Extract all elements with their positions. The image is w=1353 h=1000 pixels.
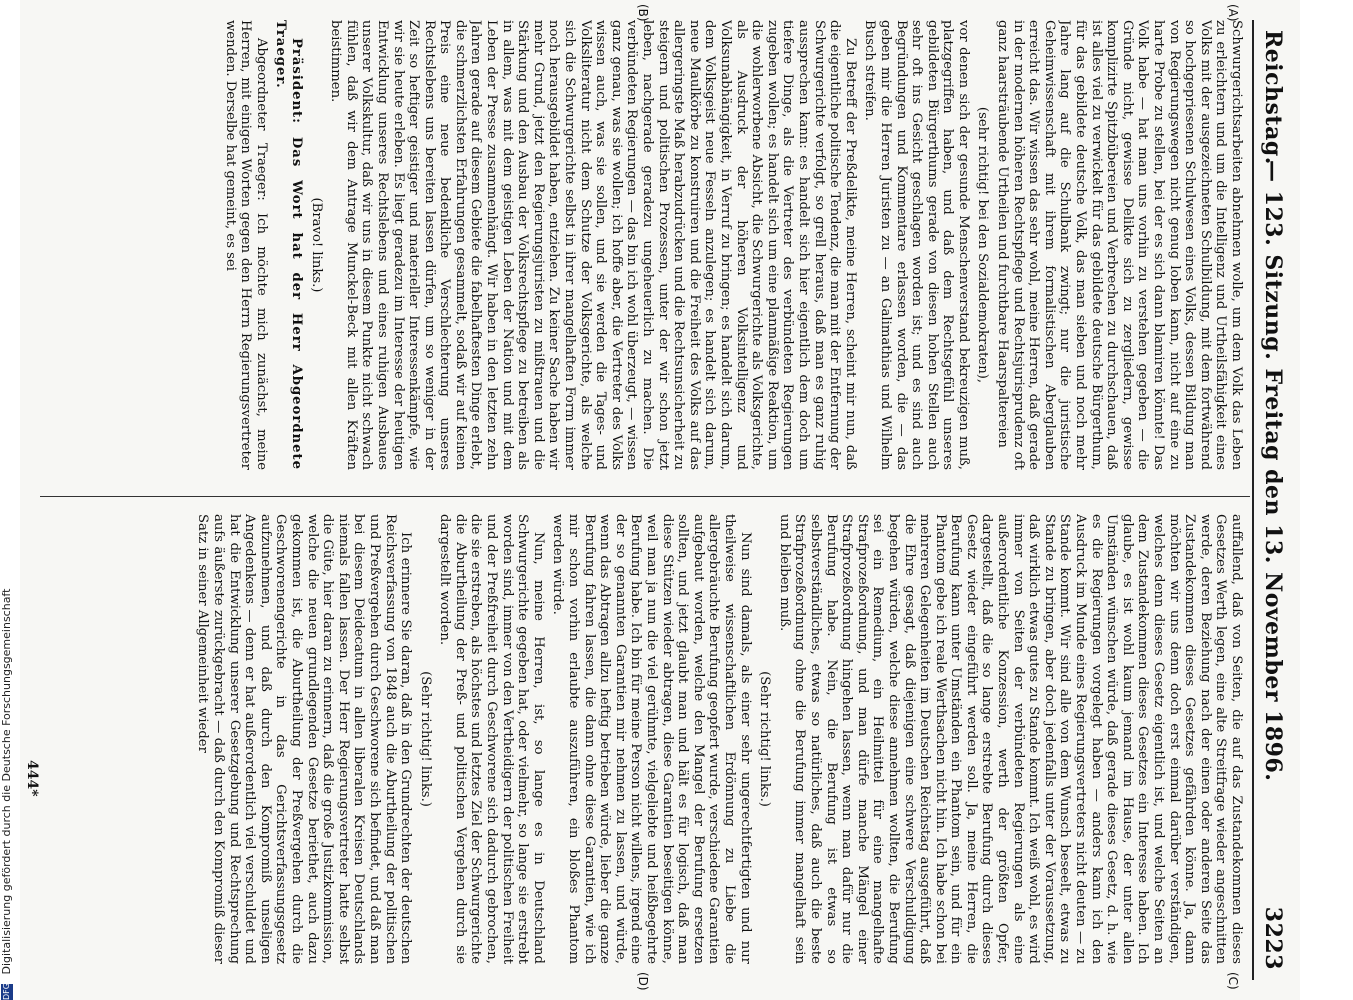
header-title: Reichstag. <box>1260 30 1286 165</box>
digitization-credit <box>0 100 18 1000</box>
interjection: (sehr richtig! bei den Sozialdemokraten), <box>975 106 991 384</box>
margin-marker-d: (D) <box>636 972 650 991</box>
digitization-credit-text: Digitalisierung gefördert durch die Deutsche Forschungsgemeinschaft <box>0 588 13 975</box>
left-column <box>44 20 1244 470</box>
margin-marker-a: (A) <box>1226 4 1240 22</box>
margin-marker-b: (B) <box>636 4 650 22</box>
paragraph: Zu Betreff der Preßdelikte, meine Herren, scheint mir nun, daß die eigentliche politische Tendenz, die man mit der Entfernung der Schwurgerichte verfolgt, so grell heraus, daß man es ganz ruhig aussprechen kann: es handelt sich hier eigentlich dem doch um tiefere Dinge, als die Vertreter des verbündeten Regierungen zugeben wollen; es handelt sich um eine planmäßige Reaktion, um die wohlerworbene Absicht, die Schwurgerichte als Volksgerichte, als Ausdruck der höheren Volksintelligenz und Volksunabhängigkeit, in Verruf zu bringen; es handelt sich darum, dem Volksgeist neue Fesseln anzulegen; es handelt sich darum, neue Maulkörbe zu konstruiren und die Freiheit des Volks auf das allergeringste Maß herabzudrücken und die Rechtsunsicherheit zu steigern und politischen Prozessen, unter der wir schon jetzt leben, nachgerade geradezu ungeheuerlich zu machen. Die verbündeten Regierungen — das bin ich wohl überzeugt, — wissen ganz genau, was sie wollen; ich hoffe aber, die Vertreter des Volks wissen auch, was sie sollen, und sie werden die Tages- und Volksliteratur nicht dem Schutze der Volksgerichte, als welche sich die Schwurgerichte selbst in ihrer mangelhaften Form immer noch herausgebildet haben, entziehen. Zu keiner Sache haben wir mehr Grund, jetzt den Regierungsjuristen zu mißtrauen und die Stärkung und den Ausbau der Volksrechtspflege zu betreiben als in allem, was mit dem geistigen Leben der Nation und mit dem Leben der Presse zusammenhängt. Wir haben in den letzten zehn Jahren gerade auf diesem Gebiete die fabelhaftesten Dinge erlebt, die schmerzlichsten Erfahrungen gesammelt, sodaß wir auf keinen Preis eine neue bedenkliche Verschlechterung unseres Rechtslebens uns bereiten lassen dürfen, um so weniger in der Zeit so heftiger geistiger und materieller Interessenkämpfe, wie wir sie heute erleben. Es liegt geradezu im Interesse der heutigen Entwicklung unseres Rechtslebens und eines ruhigen Ausbaues unserer Volkskultur, daß wir uns in diesem Punkte nicht schwach fühlen, daß wir dem Antrage Munckel-Beck mit allen Kräften beistimmen. <box>328 20 858 470</box>
column-divider <box>40 496 1250 497</box>
interjection: (Bravo! links.) <box>308 197 324 293</box>
margin-marker-c: (C) <box>1226 972 1240 990</box>
header-rule <box>1252 20 1254 980</box>
header-session: — 123. Sitzung. Freitag den 13. November 1896. <box>1260 160 1286 782</box>
speaker-line: Präsident: Das Wort hat der Herr Abgeordnete Traeger. <box>273 20 304 470</box>
interjection: (Sehr richtig! links.) <box>757 671 773 807</box>
paragraph: Abgeordneter Traeger: Ich möchte mich zunächst, meine Herren, mit einigen Worten gegen den Herrn Regierungsvertreter wenden. Derselbe hat gemeint, es sei <box>222 20 269 470</box>
paragraph: vor denen sich der gesunde Menschenverstand bekreuzigen muß, platzgegriffen haben, und daß dem Rechtsgefühl unseres gebildeten Bürgerthums gerade von diesen hohen Stellen auch sehr oft ins Gesicht geschlagen worden ist; und es sind auch Begründungen und Kommentare erlassen worden, die — das geben mir die Herren Juristen zu — an Galimathias und Wilhelm Busch streifen. <box>862 20 971 470</box>
interjection: (Sehr richtig! links.) <box>417 671 433 807</box>
right-column <box>44 514 1244 964</box>
signature-mark: 444* <box>24 760 40 797</box>
dfg-logo: DFG <box>2 983 11 1000</box>
paragraph: auffallend, daß von Seiten, die auf das Zustandekommen dieses Gesetzes Werth legen, eine alte Streitfrage wieder angeschnitten werde, deren Beziehung nach der einen oder anderen Seite das Zustandekommen dieses Gesetzes gefährden könne. Ja, dann möchten wir uns denn doch erst einmal darüber verständigen, welches denn dieses Gesetz eigentlich ist, und welche Seiten an dem Zustandekommen dieses Gesetzes ein Interesse haben. Ich glaube, es ist wohl kaum jemand im Hause, der unter allen Umständen wünschen würde, daß gerade dieses Gesetz, d. h. wie es die Regierungen vorgelegt haben — anders kann ich den Ausdruck im Munde eines Regierungsvertreters nicht deuten — zu Stande kommt. Wir sind alle von dem Wunsch beseelt, etwas zu Stande zu bringen, aber doch jedenfalls unter der Voraussetzung, daß wirklich etwas gutes zu Stande kommt. Ich weiß wohl, es wird immer von Seiten der verbündeten Regierungen als eine außerordentliche Konzession, werth der größten Opfer, dargestellt, daß die so lange erstrebte Berufung durch dieses Gesetz wieder eingeführt werden soll. Ja, meine Herren, die Berufung kann unter Umständen ein Phantom sein, und für ein Phantom gebe ich reale Werthsachen nicht hin. Ich habe schon bei mehreren Gelegenheiten im Deutschen Reichstag ausgeführt, daß die Ehre gesagt, daß diejenigen eine schwere Verschuldigung begehen würden, welche diese annehmen wollten, die Berufung sei ein Remedium, ein Heilmittel für eine mangelhafte Strafprozeßordnung, und man dürfe manche Mängel einer Strafprozeßordnung hingehen lassen, wenn man dafür nur die Berufung habe. Nein, die Berufung ist etwas so selbstverständliches, etwas so natürliches, daß auch die beste Strafprozeßordnung ohne die Berufung immer mangelhaft sein und bleiben muß. <box>776 514 1244 964</box>
paragraph: Ich erinnere Sie daran, daß in den Grundrechten der deutschen Reichsverfassung von 1848 auch die Aburtheilung der politischen und Preßvergehen durch Geschworene sich befindet, und daß man bei diesem Deidecatum in allen liberalen Kreisen Deutschlands niemals fallen lassen. Der Herr Regierungsvertreter hatte selbst die Güte, hier daran zu erinnern, daß die große Justizkommission, welche die neuen grundlegenden Gesetze beriethet, auch dazu gekommen ist, die Aburtheilung der Preßvergehen durch die Geschworenengerichte in das Gerichtsverfassungsgesetz aufzunehmen, und daß durch den Kompromiß unseligen Angedenkens — denn er hat außerordentlich viel verschuldet und hat die Entwicklung unserer Gesetzgebung und Rechtsprechung aufs äußerste zurückgebracht — daß durch den Kompromiß dieser Satz in seiner Allgemeinheit wieder <box>195 514 414 964</box>
paragraph: Nun sind damals, als einer sehr ungerechtfertigten und nur theilweise wissenschaftlichen Erdönnung zu Liebe die allergebräuchte Berufung geopfert wurde, verschiedene Garantien aufgebaut worden, welche den Mangel der Berufung ersetzen sollten, und jetzt glaubt man und hält es für logisch, daß man diese Stützen wieder abtragen, diese Garantien beseitigen könne, weil man ja nun die viel gerühmte, vielgeliebte und heißbegehrte Berufung habe. Ich bin für meine Person nicht willens, irgend eine der so genannten Garantien mir nehmen zu lassen, und würde, wenn das Abtragen allzu heftig betrieben würde, lieber die ganze Berufung fahren lassen, die dann ohne diese Garantien, wie ich mir schon vorhin erlaubte auszuführen, ein bloßes Phantom werden würde. <box>550 514 753 964</box>
paragraph: Nun, meine Herren, ist, so lange es in Deutschland Schwurgerichte gegeben hat, oder vielmehr, so lange sie erstrebt worden sind, immer von den Vertheidigern der politischen Freiheit und der Preßfreiheit durch Geschworene sich dadurch gebrochen, die sie erstreben, als höchstes und letztes Ziel der Schwurgerichte die Aburtheilung der Preß- und politischen Vergehen durch sie dargestellt worden. <box>437 514 546 964</box>
paragraph: Schwurgerichtsarbeiten abnehmen wolle, um dem Volk das Leben zu erleichtern und um die Intelligenz und Urtheilsfähigkeit eines Volks mit der ausgezeichneten Schulbildung, mit dem fortwährend so hochgepriesenen Schulwesen eines Volks, dessen Bildung man von Regierungswegen nicht genug loben kann, nicht auf eine zu harte Probe zu stellen, bei der es sich dann blamiren könnte! Das Volk habe — hat man uns vorhin zu verstehen gegeben — die Gründe nicht, gewisse Delikte sich zu zergliedern, gewisse komplizirte Spitzbübereien und Verbrechen zu durchschauen, daß ist alles viel zu verwickelt für das gebildete deutsche Bürgerthum, für das gebildete deutsche Volk, das man sieben und noch mehr Jahre lang auf die Schulbank zwingt; nur die juristische Geheimwissenschaft mit ihrem formalistischen Aberglauben erreicht das. Wir wissen das sehr wohl, meine Herren, daß gerade in der modernen höheren Rechtspflege und Rechtsjurisprudenz oft ganz haarsträubende Urtheilen und furchtbare Haarspaltereien <box>995 20 1244 470</box>
rotated-newspaper-page <box>20 0 1300 1000</box>
header-page-number: 3223 <box>1260 906 1286 970</box>
page-header <box>1254 30 1294 970</box>
